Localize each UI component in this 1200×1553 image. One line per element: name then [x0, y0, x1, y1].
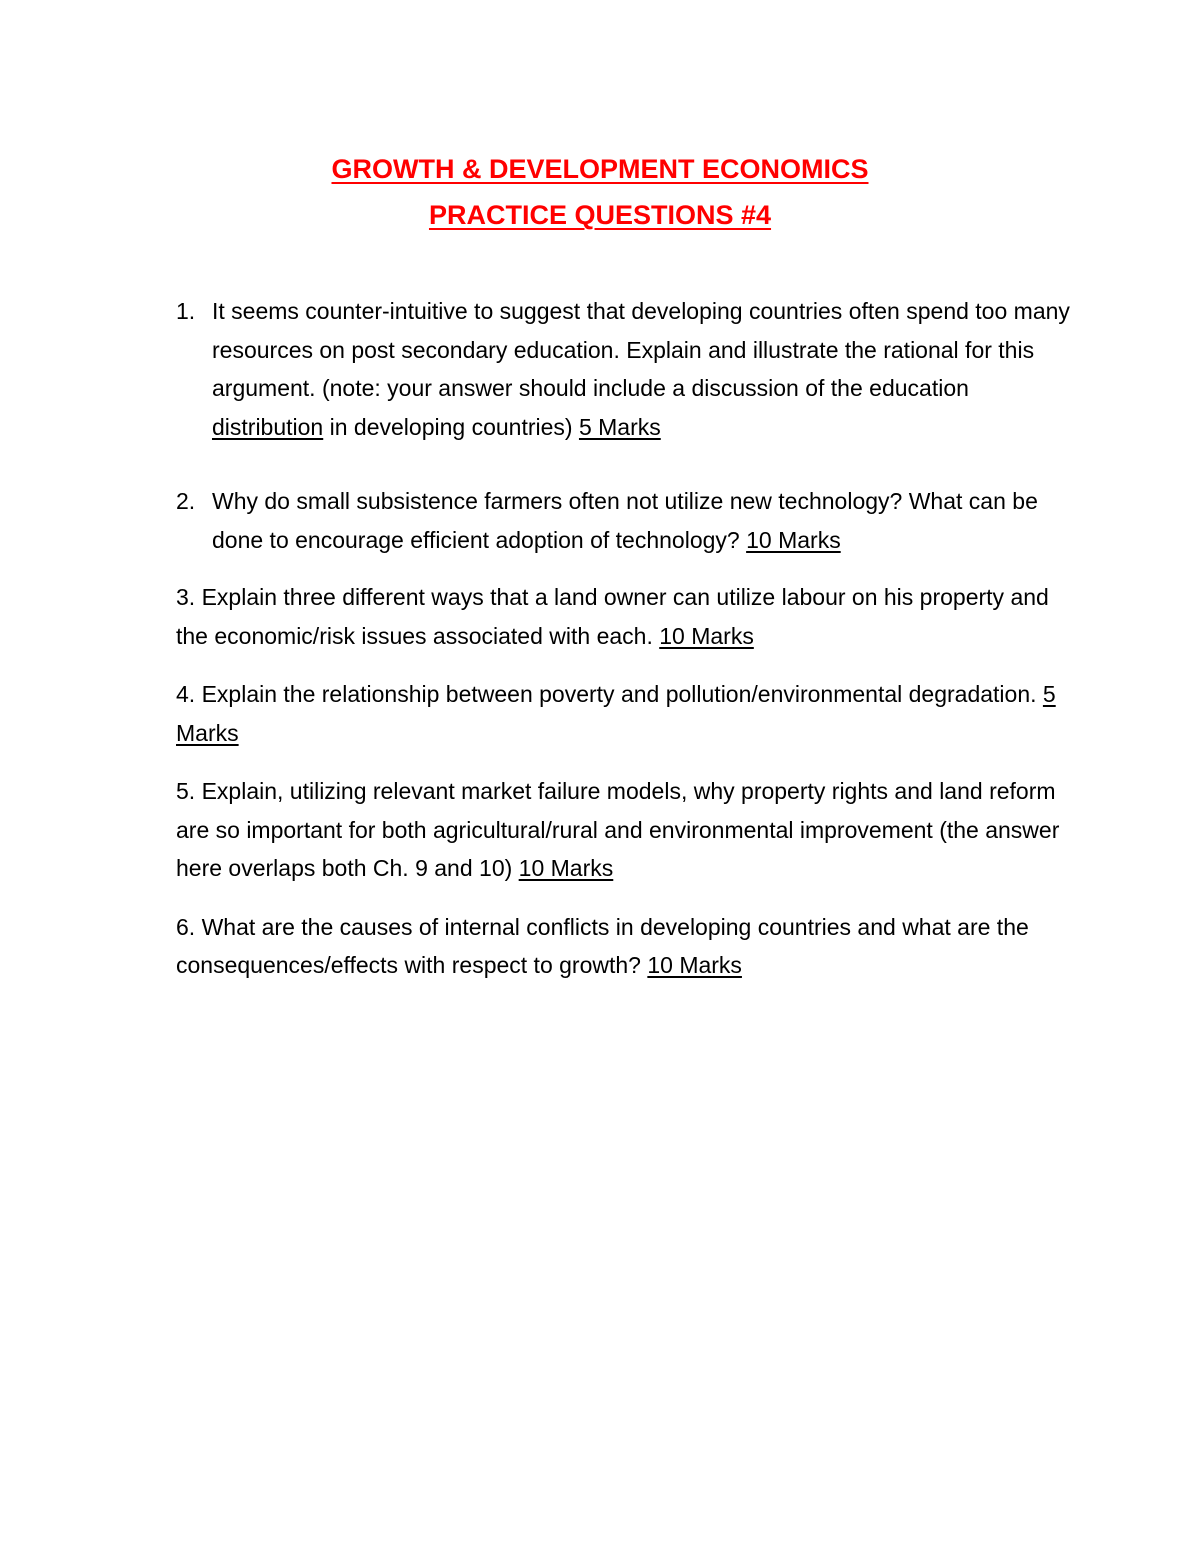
question-number: 1.: [176, 298, 196, 324]
marks-label: 10 Marks: [746, 526, 841, 553]
question-text: It seems counter-intuitive to suggest that developing countries often spend too many resources on post secondary education. Explain and illustrate the rational for this argument. (note: your answer should include a discussion of the education: [212, 298, 1070, 401]
marks-label: 10 Marks: [518, 855, 614, 881]
title-line-1: GROWTH & DEVELOPMENT ECONOMICS: [331, 154, 869, 184]
question-text: 4. Explain the relationship between poverty and pollution/environmental degradation.: [176, 681, 1043, 707]
question-text-cont: in developing countries): [323, 413, 579, 440]
question-4: [176, 675, 1076, 752]
marks-label: 5 Marks: [578, 413, 661, 440]
marks-label: 5 Marks: [176, 681, 1056, 746]
question-list: [176, 292, 1076, 985]
underlined-term: distribution: [212, 413, 324, 440]
title-line-2: PRACTICE QUESTIONS #4: [428, 200, 772, 230]
question-text: 6. What are the causes of internal conflicts in developing countries and what are the consequences/effects with respect to growth?: [176, 913, 1029, 978]
question-6: [176, 908, 1076, 985]
question-text: 3. Explain three different ways that a land owner can utilize labour on his property and the economic/risk issues associated with each.: [176, 584, 1049, 649]
marks-label: 10 Marks: [659, 622, 754, 649]
question-number: 2.: [176, 488, 196, 514]
question-text: 5. Explain, utilizing relevant market failure models, why property rights and land reform are so important for both agricultural/rural and environmental improvement (the answer here overlaps both Ch. 9 and 10): [176, 778, 1060, 881]
question-3: [176, 578, 1076, 655]
question-2: [176, 482, 1076, 559]
question-text: Why do small subsistence farmers often not utilize new technology? What can be done to encourage efficient adoption of technology?: [212, 488, 1038, 553]
marks-label: 10 Marks: [647, 952, 742, 978]
document-title: [0, 146, 1200, 238]
question-5: [176, 772, 1076, 888]
question-1: [176, 292, 1076, 446]
